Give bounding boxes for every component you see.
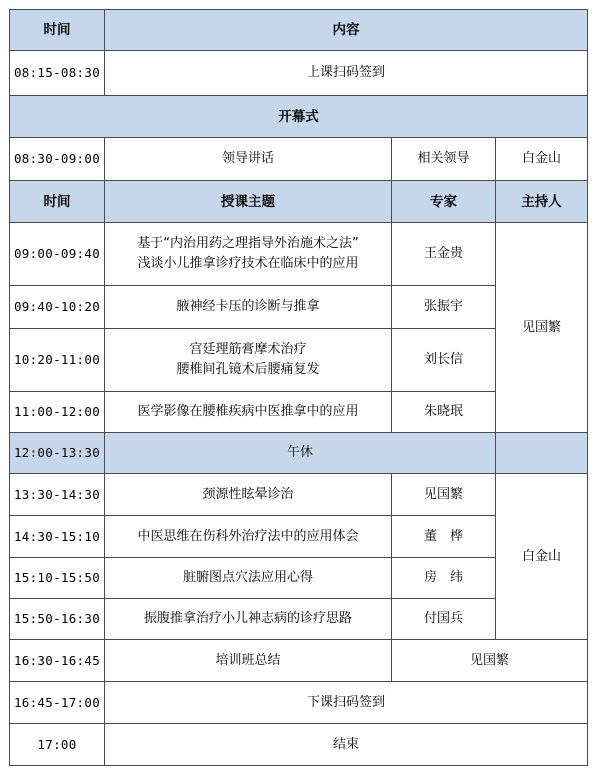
lunch-empty-cell xyxy=(496,433,588,474)
topic-line: 腋神经卡压的诊断与推拿 xyxy=(176,299,320,314)
topic-line: 宫廷理筋膏摩术治疗 xyxy=(189,342,307,357)
table-row xyxy=(10,223,588,286)
topic-line: 腰椎间孔镜术后腰痛复发 xyxy=(176,362,320,377)
speech-host: 白金山 xyxy=(496,138,588,181)
session-time: 11:00-12:00 xyxy=(10,392,105,433)
closing-text: 结束 xyxy=(105,724,588,766)
speech-speaker: 相关领导 xyxy=(392,138,496,181)
speech-row xyxy=(10,138,588,181)
table-row xyxy=(10,474,588,516)
topic-line: 基于“内治用药之理指导外治施术之法” xyxy=(137,236,359,251)
session-topic: 脏腑图点穴法应用心得 xyxy=(105,558,392,599)
checkout-text: 下课扫码签到 xyxy=(105,682,588,724)
topic-line: 医学影像在腰椎疾病中医推拿中的应用 xyxy=(137,404,359,419)
speech-text: 领导讲话 xyxy=(105,138,392,181)
summary-time: 16:30-16:45 xyxy=(10,640,105,682)
summary-person: 见国繁 xyxy=(392,640,588,682)
session-expert: 见国繁 xyxy=(392,474,496,516)
session-topic xyxy=(105,223,392,286)
closing-time: 17:00 xyxy=(10,724,105,766)
session-topic xyxy=(105,286,392,329)
session-topic xyxy=(105,392,392,433)
session-expert: 董 桦 xyxy=(392,516,496,558)
afternoon-host: 白金山 xyxy=(496,474,588,640)
session-expert: 刘长信 xyxy=(392,329,496,392)
checkin-row xyxy=(10,51,588,96)
lunch-row xyxy=(10,433,588,474)
checkout-row xyxy=(10,682,588,724)
speech-time: 08:30-09:00 xyxy=(10,138,105,181)
session-header-row xyxy=(10,181,588,223)
session-time: 10:20-11:00 xyxy=(10,329,105,392)
session-topic: 颈源性眩晕诊治 xyxy=(105,474,392,516)
schedule-table xyxy=(9,9,588,766)
closing-row xyxy=(10,724,588,766)
lunch-time: 12:00-13:30 xyxy=(10,433,105,474)
session-expert: 房 纬 xyxy=(392,558,496,599)
summary-text: 培训班总结 xyxy=(105,640,392,682)
checkin-time: 08:15-08:30 xyxy=(10,51,105,96)
checkout-time: 16:45-17:00 xyxy=(10,682,105,724)
session-time: 09:00-09:40 xyxy=(10,223,105,286)
header-row xyxy=(10,10,588,51)
session-topic: 中医思维在伤科外治疗法中的应用体会 xyxy=(105,516,392,558)
session-header-topic: 授课主题 xyxy=(105,181,392,223)
session-time: 14:30-15:10 xyxy=(10,516,105,558)
opening-row xyxy=(10,96,588,138)
topic-line: 浅谈小儿推拿诊疗技术在临床中的应用 xyxy=(137,256,359,271)
header-content: 内容 xyxy=(105,10,588,51)
session-time: 15:10-15:50 xyxy=(10,558,105,599)
session-expert: 朱晓珉 xyxy=(392,392,496,433)
session-time: 15:50-16:30 xyxy=(10,599,105,640)
session-topic: 振腹推拿治疗小儿神志病的诊疗思路 xyxy=(105,599,392,640)
checkin-text: 上课扫码签到 xyxy=(105,51,588,96)
session-time: 13:30-14:30 xyxy=(10,474,105,516)
session-expert: 王金贵 xyxy=(392,223,496,286)
session-header-time: 时间 xyxy=(10,181,105,223)
summary-row xyxy=(10,640,588,682)
session-expert: 张振宇 xyxy=(392,286,496,329)
session-header-host: 主持人 xyxy=(496,181,588,223)
session-expert: 付国兵 xyxy=(392,599,496,640)
session-header-expert: 专家 xyxy=(392,181,496,223)
morning-host: 见国繁 xyxy=(496,223,588,433)
session-topic xyxy=(105,329,392,392)
header-time: 时间 xyxy=(10,10,105,51)
session-time: 09:40-10:20 xyxy=(10,286,105,329)
opening-title: 开幕式 xyxy=(10,96,588,138)
lunch-text: 午休 xyxy=(105,433,496,474)
